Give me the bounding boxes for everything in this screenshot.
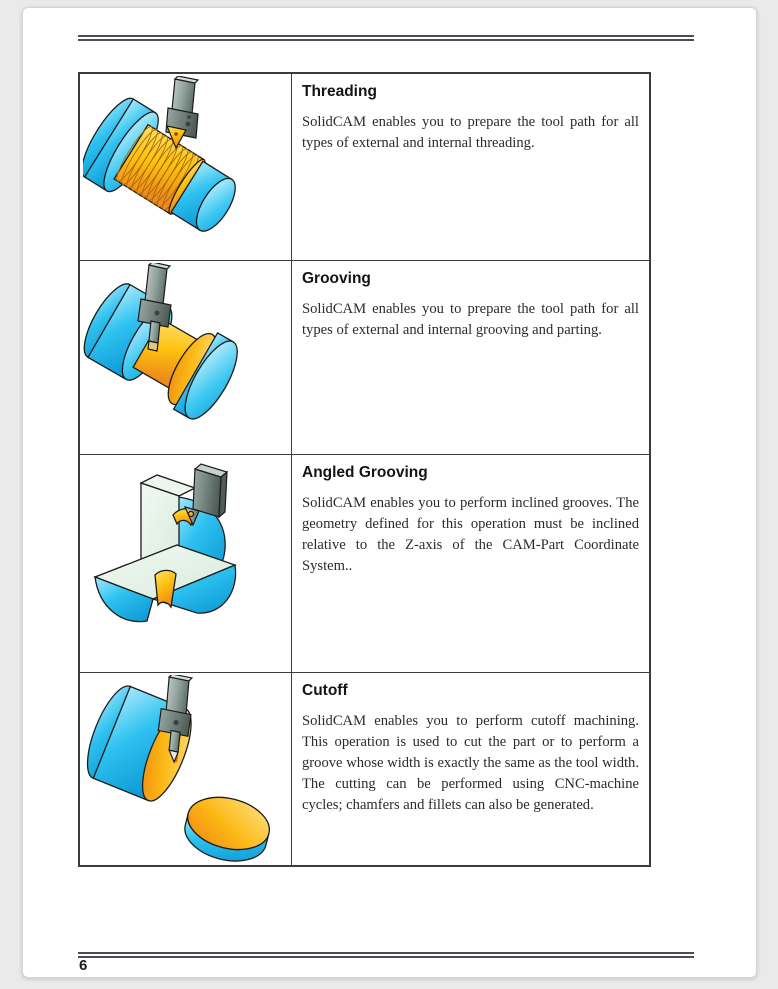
table-row (79, 454, 650, 672)
angled-grooving-image-cell (79, 454, 292, 672)
document-page (22, 7, 757, 978)
threading-illustration (83, 76, 288, 258)
operation-description: SolidCAM enables you to perform inclined grooves. The geometry defined for this operation must be inclined relative to the Z-axis of the CAM-Part Coordinate System.. (302, 494, 639, 574)
operation-description: SolidCAM enables you to perform cutoff machining. This operation is used to cut the part or to perform a groove whose width is exactly the same as the tool width. The cutting can be performed using CNC-machine cycles; chamfers and fillets can also be generated. (302, 712, 639, 813)
table-row (79, 672, 650, 866)
grooving-text-cell (292, 260, 651, 454)
table-row (79, 260, 650, 454)
angled-grooving-text-cell (292, 454, 651, 672)
threading-image-cell (79, 73, 292, 260)
operation-title: Angled Grooving (302, 463, 428, 481)
operation-description: SolidCAM enables you to prepare the tool path for all types of external and internal threading. (302, 114, 639, 151)
cutting-tool-icon (166, 76, 198, 148)
cutoff-text-cell (292, 672, 651, 866)
header-rule (78, 35, 694, 41)
page-number: 6 (79, 957, 88, 974)
grooving-image-cell (79, 260, 292, 454)
angled-grooving-illustration (81, 457, 291, 662)
threading-text-cell (292, 73, 651, 260)
operation-description: SolidCAM enables you to prepare the tool path for all types of external and internal grooving and parting. (302, 300, 639, 338)
operation-title: Grooving (302, 269, 371, 287)
cutoff-image-cell (79, 672, 292, 866)
table-row (79, 73, 650, 260)
operation-title: Cutoff (302, 681, 348, 699)
operations-table (78, 72, 651, 867)
operation-title: Threading (302, 83, 377, 100)
cutoff-illustration (83, 675, 288, 865)
grooving-illustration (83, 263, 288, 453)
footer-rule (78, 952, 694, 958)
